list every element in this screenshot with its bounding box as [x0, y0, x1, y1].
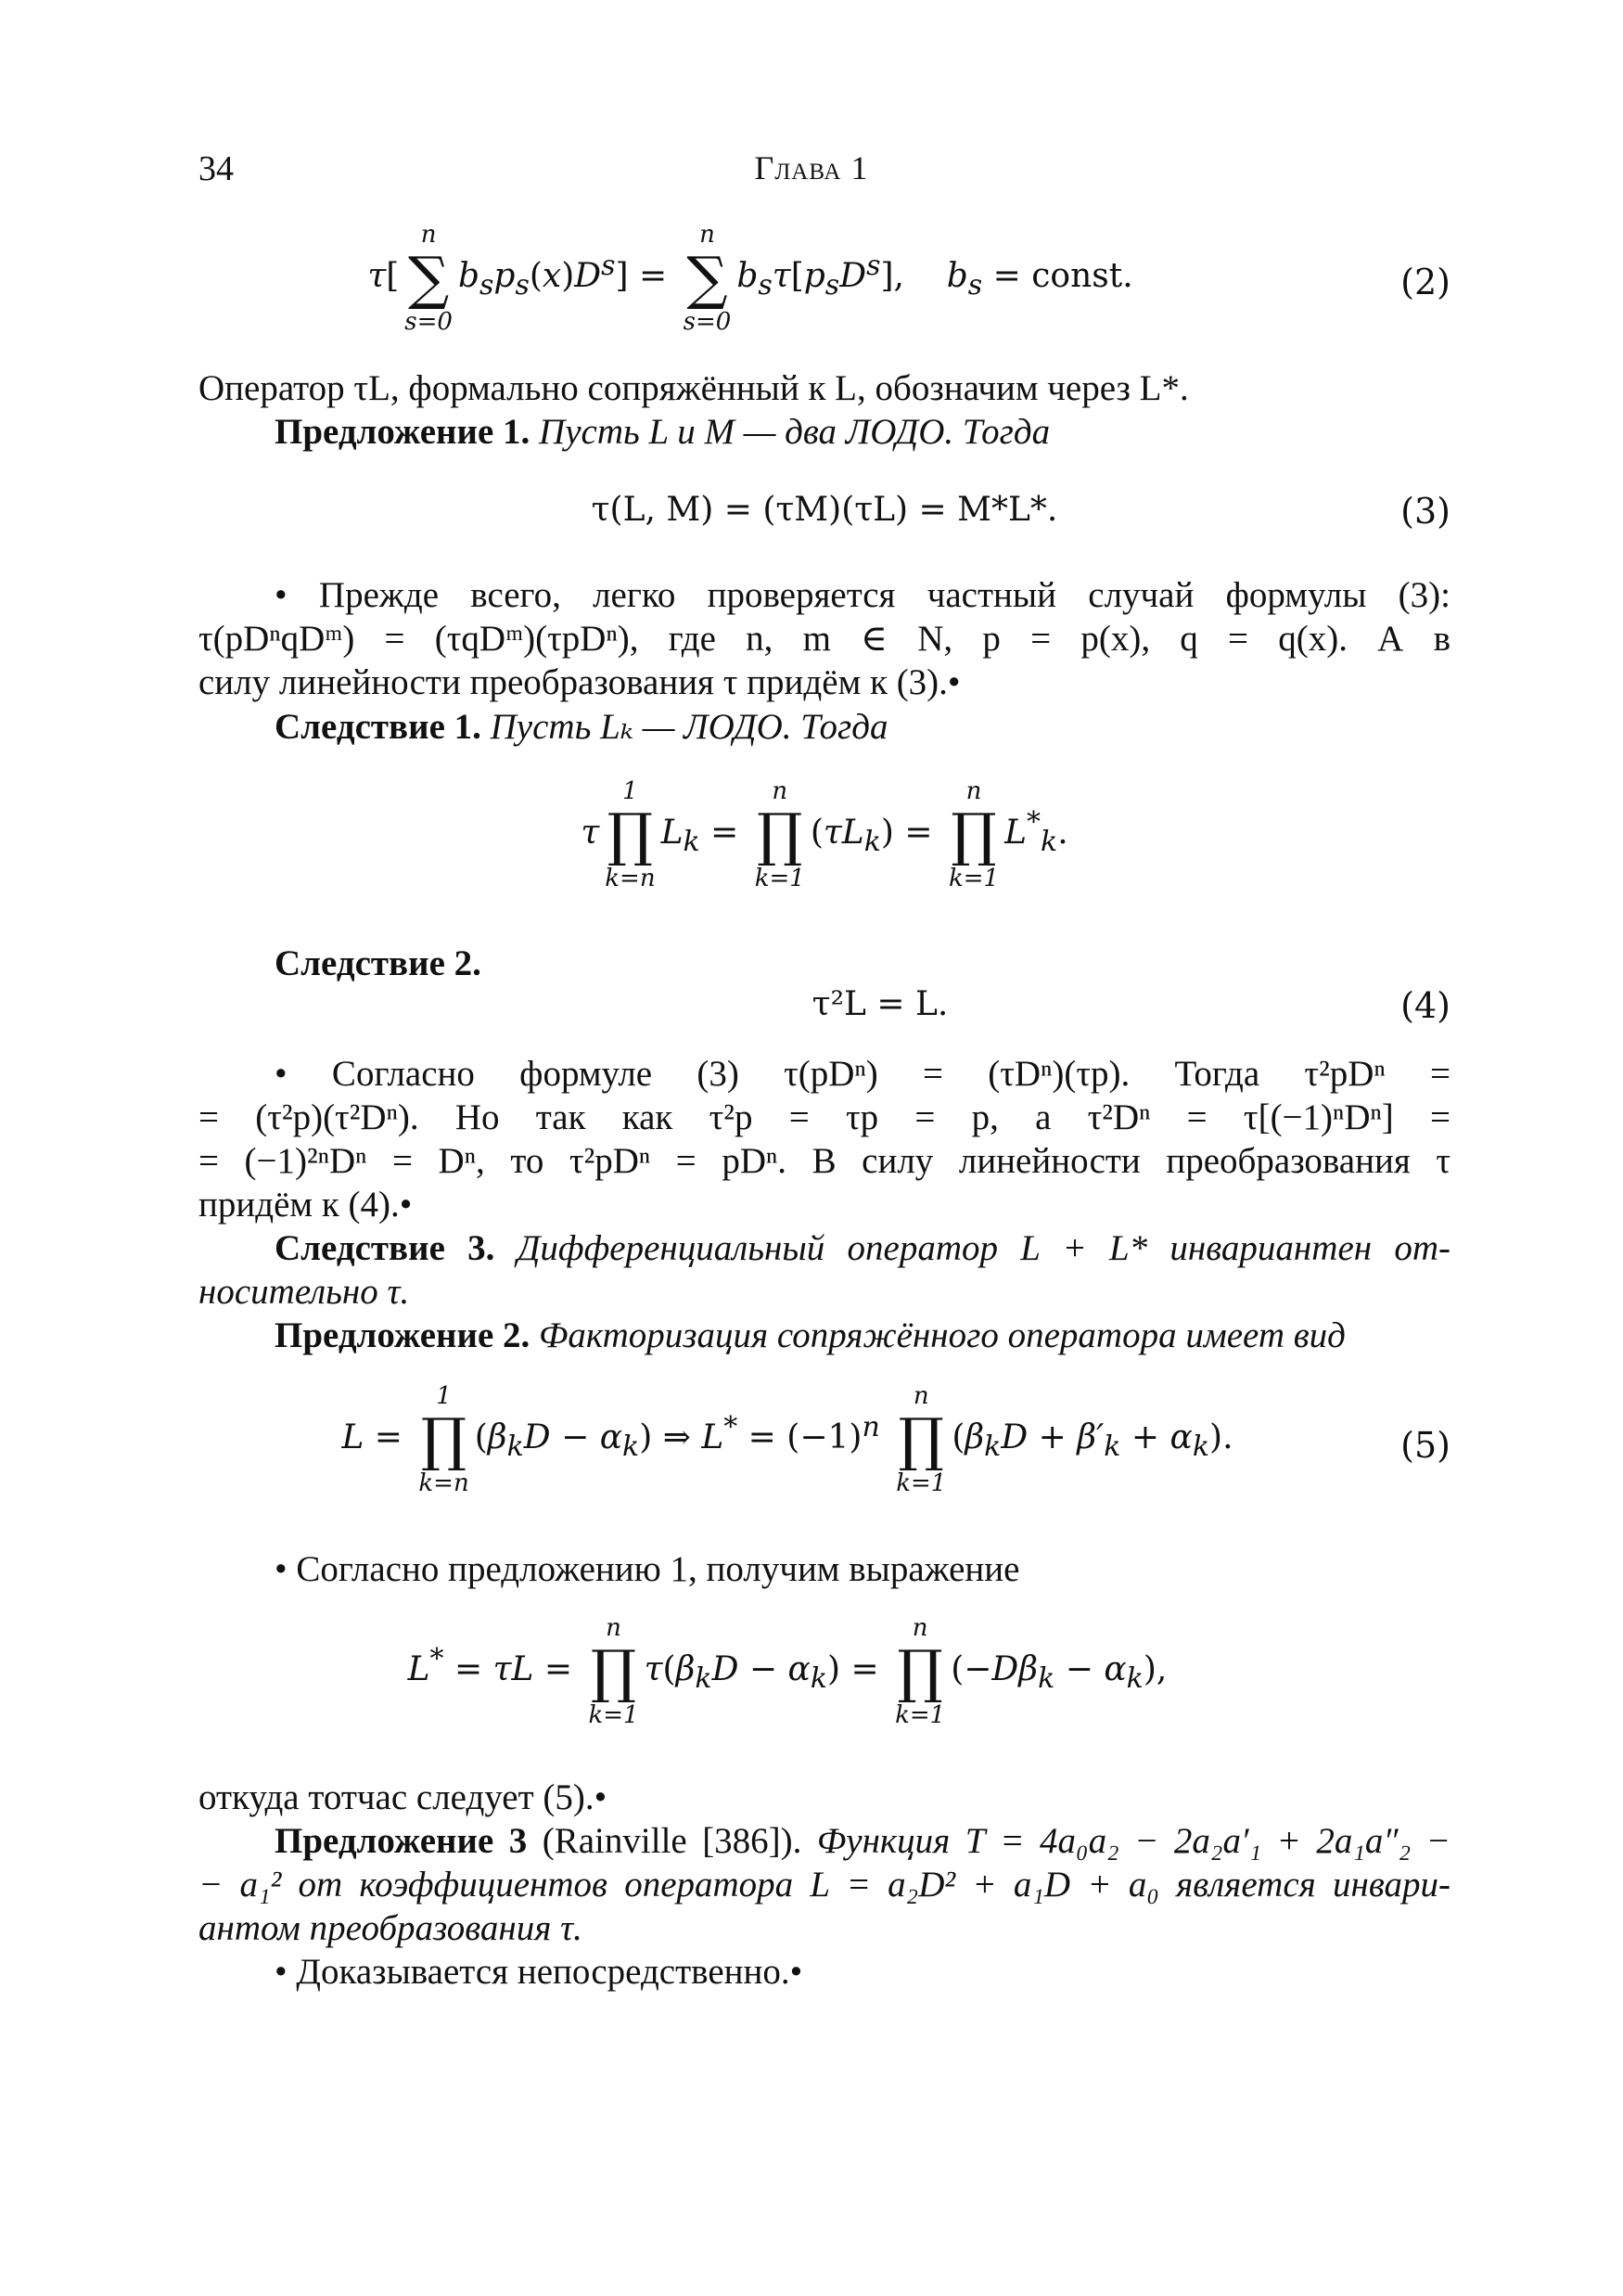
- proof-2-line-1: • Согласно формуле (3) τ(pDⁿ) = (τDⁿ)(τp). Тогда τ²pDⁿ =: [275, 1054, 1450, 1094]
- equation-4: [198, 981, 1450, 1037]
- proposition-1-statement: Пусть L и M — два ЛОДО. Тогда: [539, 412, 1051, 452]
- proposition-2-statement: Факторизация сопряжённого оператора имеет вид: [539, 1315, 1346, 1355]
- page-number: 34: [198, 149, 234, 188]
- equation-4-formula: τ²L = L.: [812, 985, 949, 1023]
- corollary-3-statement-cont: носительно τ.: [198, 1272, 410, 1312]
- equation-3-number: (3): [1400, 491, 1450, 532]
- proposition-1-label: Предложение 1.: [275, 412, 530, 452]
- proof-2-line-4: придём к (4).•: [198, 1185, 413, 1225]
- proof-3-formula: L* = τL = n ∏ k=1 $\tau(\beta_kD - \alpha_k)$ = n ∏ k=1 $(-D\beta_k - \alpha_k)$,: [407, 1614, 1168, 1729]
- proposition-3-ref: (Rainville [386]).: [542, 1821, 802, 1861]
- equation-5: L = 1 ∏ k=n $(\beta_kD - \alpha_k)$ ⇒ $L^* = (-1)^n$ n ∏ k=1 $(\beta_kD + \beta'_k + \alpha_k)$. (5): [341, 1382, 1450, 1497]
- corollary-1: [198, 705, 1450, 749]
- proof-1-line-2: τ(pDⁿqDᵐ) = (τqDᵐ)(τpDⁿ), где n, m ∈ N, p = p(x), q = q(x). А в: [198, 619, 1450, 659]
- corollary-3: [198, 1226, 1450, 1270]
- running-header: Глава 1: [754, 149, 869, 186]
- equation-3: [198, 487, 1450, 543]
- corollary-1-statement: Пусть Lₖ — ЛОДО. Тогда: [490, 707, 888, 747]
- corollary-1-label: Следствие 1.: [275, 707, 481, 747]
- proof-2-line-3: = (−1)²ⁿDⁿ = Dⁿ, то τ²pDⁿ = pDⁿ. В силу линейности преобразования τ: [198, 1141, 1450, 1181]
- corollary-3-label: Следствие 3.: [275, 1228, 495, 1268]
- corollary-1-formula: τ 1 ∏ k=n $L_k$ = n ∏ k=1 $(\tau L_k)$ = n ∏ k=1 $L^*_k$.: [581, 777, 1068, 892]
- equation-2: τ[ n ∑ s=0 $b_sp_s(x)D^s$] = n ∑ s=0 $b_s\tau[p_sD^s]$, $b_s$ = const. (2): [367, 221, 1450, 336]
- proof-1-line-1: • Прежде всего, легко проверяется частный случай формулы (3):: [275, 575, 1450, 615]
- equation-3-formula: τ(L, M) = (τM)(τL) = M*L*.: [591, 491, 1058, 529]
- proposition-2-label: Предложение 2.: [275, 1315, 530, 1355]
- proposition-2: [198, 1314, 1450, 1357]
- equation-5-number: (5): [1400, 1425, 1450, 1466]
- proof-2-line-2: = (τ²p)(τ²Dⁿ). Но так как τ²p = τp = p, а τ²Dⁿ = τ[(−1)ⁿDⁿ] =: [198, 1097, 1450, 1137]
- proposition-3-line-3: антом преобразования τ.: [198, 1908, 582, 1948]
- equation-2-number: (2): [1400, 262, 1450, 302]
- corollary-3-statement: Дифференциальный оператор L + L* инвариантен от-: [517, 1228, 1450, 1268]
- proposition-3-line-2: − a₁² от коэффициентов оператора L = a₂D² + a₁D + a₀ является инвари-: [198, 1865, 1450, 1905]
- proof-1-line-3: силу линейности преобразования τ придём к (3).•: [198, 662, 961, 702]
- proof-3-conclusion: откуда тотчас следует (5).•: [198, 1777, 607, 1817]
- equation-4-number: (4): [1400, 985, 1450, 1026]
- proposition-3-label: Предложение 3: [275, 1821, 528, 1861]
- operator-definition: Оператор τL, формально сопряжённый к L, обозначим через L*.: [198, 368, 1189, 408]
- proof-4: • Доказывается непосредственно.•: [275, 1952, 803, 1992]
- proposition-1: [198, 410, 1450, 454]
- proof-3-intro: • Согласно предложению 1, получим выражение: [275, 1549, 1020, 1589]
- proposition-3: [198, 1819, 1450, 1863]
- proposition-3-statement: Функция T = 4a₀a₂ − 2a₂a′₁ + 2a₁a″₂ −: [816, 1821, 1450, 1861]
- corollary-2-label: Следствие 2.: [275, 943, 481, 983]
- corollary-2: [198, 942, 1450, 985]
